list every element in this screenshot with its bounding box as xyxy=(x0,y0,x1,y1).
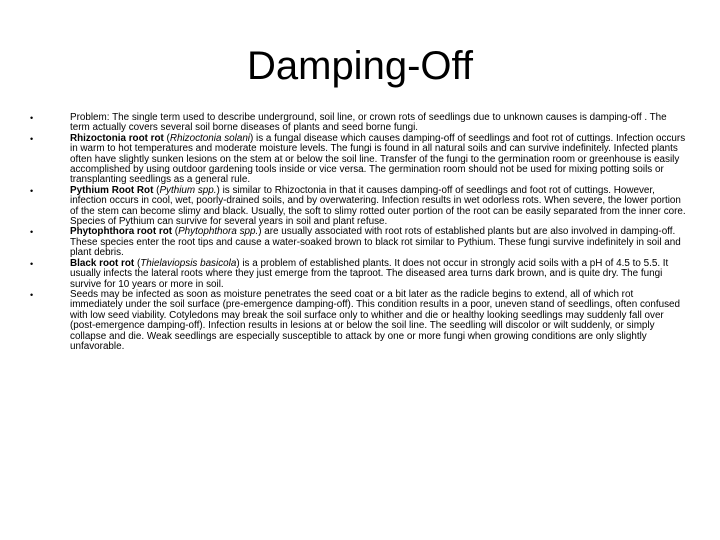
item-paren-open: ( xyxy=(172,226,179,238)
item-body: is a problem of established plants. It does not occur in strongly acid soils with a pH of 4.5 to 5.5. It usually infects the lateral roots where they just emerge from the taproot. The diseased area turns dark brown, and is quite dry. The fungi survive for 10 years or more in soil. xyxy=(70,257,669,290)
list-item xyxy=(30,134,688,186)
item-lead: Black root rot xyxy=(70,257,135,269)
bullet-dot-icon: • xyxy=(30,133,34,144)
item-scientific-name: Thielaviopsis basicola xyxy=(140,257,237,269)
item-body: is similar to Rhizoctonia in that it causes damping-off of seedlings and foot rot of cuttings. However, infection occurs in cool, wet, poorly-drained soils, and by overwatering. Infection results in wet odorless rots. When severe, the lower portion of the stem can become slimy and black. Usually, the soft to slimy rotted outer portion of the root can be easily separated from the inner core. Species of Pythium can survive for several years in soil and plant refuse. xyxy=(70,184,686,228)
item-lead: Phytophthora root rot xyxy=(70,226,173,238)
item-body: are usually associated with root rots of established plants but are also involved in damping-off. These species enter the root tips and cause a water-soaked brown to black rot similar to Pythium. These fungi survive indefinitely in soil and plant debris. xyxy=(70,226,681,259)
list-item xyxy=(30,227,688,258)
item-paren-close: ) xyxy=(250,132,254,144)
item-lead: Rhizoctonia root rot xyxy=(70,132,164,144)
list-item xyxy=(30,113,688,134)
item-paren-close: ) xyxy=(236,257,240,269)
list-item xyxy=(30,186,688,228)
item-paren-close: ) xyxy=(216,184,220,196)
item-body: Problem: The single term used to describe underground, soil line, or crown rots of seedlings due to unknown causes is damping-off . The term actually covers several soil borne diseases of plants and seed borne fungi. xyxy=(70,112,667,134)
item-scientific-name: Pythium spp. xyxy=(159,184,217,196)
item-body: Seeds may be infected as soon as moisture penetrates the seed coat or a bit later as the radicle begins to extend, all of which rot immediately under the soil surface (pre-emergence damping-off). This condition results in a poor, uneven stand of seedlings, often confused with low seed viability. Cotyledons may break the soil surface only to whither and die or healthy looking seedlings may suddenly fall over (post-emergence damping-off). Infection results in lesions at or below the soil line. The seedling will discolor or wilt suddenly, or simply collapse and die. Weak seedlings are especially susceptible to attack by one or more fungi when growing conditions are only slightly unfavorable. xyxy=(70,288,681,352)
item-scientific-name: Phytophthora spp. xyxy=(178,226,259,238)
item-lead: Pythium Root Rot xyxy=(70,184,154,196)
bullet-dot-icon: • xyxy=(30,258,34,269)
item-paren-close: ) xyxy=(258,226,262,238)
bullet-dot-icon: • xyxy=(30,227,34,238)
item-scientific-name: Rhizoctonia solani xyxy=(169,132,251,144)
bullet-dot-icon: • xyxy=(30,289,34,300)
bullet-dot-icon: • xyxy=(30,185,34,196)
list-item xyxy=(30,290,688,352)
slide-title: Damping-Off xyxy=(246,44,473,88)
item-body: is a fungal disease which causes damping-off of seedlings and foot rot of cuttings. Infection occurs in warm to hot temperatures and moderate moisture levels. The fungi is found in all natural soils and can survive indefinitely. Infected plants often have slightly sunken lesions on the stem at or below the soil line. Transfer of the fungi to the germination room or greenhouse is easily accomplished by using outdoor gardening tools inside or vice versa. The germination room should not be used for mixing potting soils or transplanting seedlings as a general rule. xyxy=(70,132,686,186)
bullet-dot-icon: • xyxy=(30,113,34,123)
list-item xyxy=(30,259,688,290)
item-paren-open: ( xyxy=(134,257,141,269)
item-paren-open: ( xyxy=(153,184,160,196)
bullet-list xyxy=(30,113,688,352)
item-paren-open: ( xyxy=(163,132,170,144)
